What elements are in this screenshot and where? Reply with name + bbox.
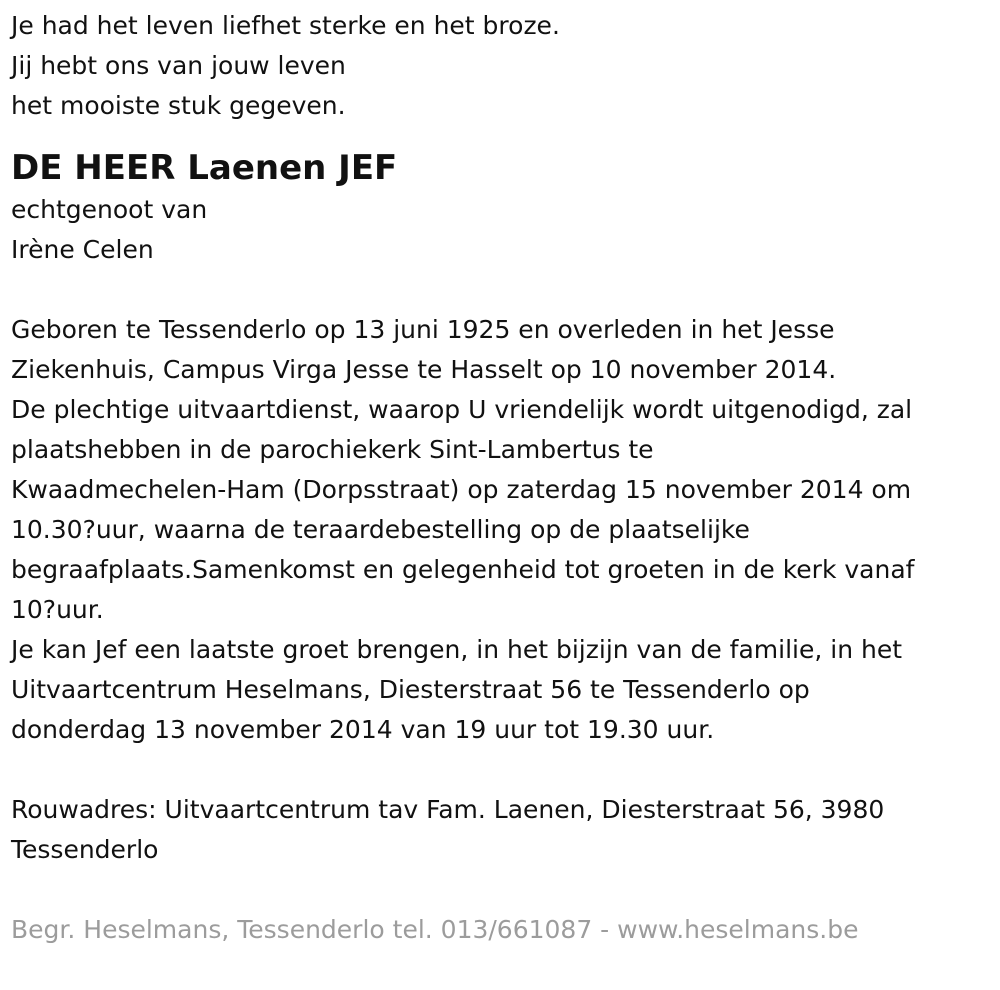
funeral-home-footer: Begr. Heselmans, Tessenderlo tel. 013/661087 - www.heselmans.be	[11, 915, 859, 944]
poem-line: het mooiste stuk gegeven.	[11, 91, 346, 120]
poem-line: Je had het leven liefhet sterke en het broze.	[11, 11, 560, 40]
announcement-line: Kwaadmechelen-Ham (Dorpsstraat) op zaterdag 15 november 2014 om	[11, 475, 912, 504]
poem-line: Jij hebt ons van jouw leven	[11, 51, 346, 80]
announcement-line: 10.30?uur, waarna de teraardebestelling op de plaatselijke	[11, 515, 750, 544]
relation-text: echtgenoot van	[11, 195, 208, 224]
announcement-line: Uitvaartcentrum Heselmans, Diesterstraat 56 te Tessenderlo op	[11, 675, 810, 704]
announcement-body	[11, 310, 991, 750]
announcement-line: 10?uur.	[11, 595, 104, 624]
address-line: Tessenderlo	[11, 835, 159, 864]
poem-verse	[11, 6, 991, 126]
section-spacer	[11, 270, 991, 310]
announcement-line: begraafplaats.Samenkomst en gelegenheid tot groeten in de kerk vanaf	[11, 555, 915, 584]
announcement-line: plaatshebben in de parochiekerk Sint-Lambertus te	[11, 435, 654, 464]
announcement-line: Je kan Jef een laatste groet brengen, in het bijzijn van de familie, in het	[11, 635, 903, 664]
deceased-title: DE HEER Laenen JEF	[11, 148, 398, 188]
section-spacer	[11, 870, 991, 910]
spouse-name: Irène Celen	[11, 235, 154, 264]
section-spacer	[11, 750, 991, 790]
announcement-line: donderdag 13 november 2014 van 19 uur tot 19.30 uur.	[11, 715, 715, 744]
obituary-document	[11, 6, 991, 950]
address-line: Rouwadres: Uitvaartcentrum tav Fam. Laenen, Diesterstraat 56, 3980	[11, 795, 885, 824]
announcement-line: Ziekenhuis, Campus Virga Jesse te Hasselt op 10 november 2014.	[11, 355, 837, 384]
mourning-address	[11, 790, 991, 870]
announcement-line: Geboren te Tessenderlo op 13 juni 1925 en overleden in het Jesse	[11, 315, 835, 344]
announcement-line: De plechtige uitvaartdienst, waarop U vriendelijk wordt uitgenodigd, zal	[11, 395, 913, 424]
